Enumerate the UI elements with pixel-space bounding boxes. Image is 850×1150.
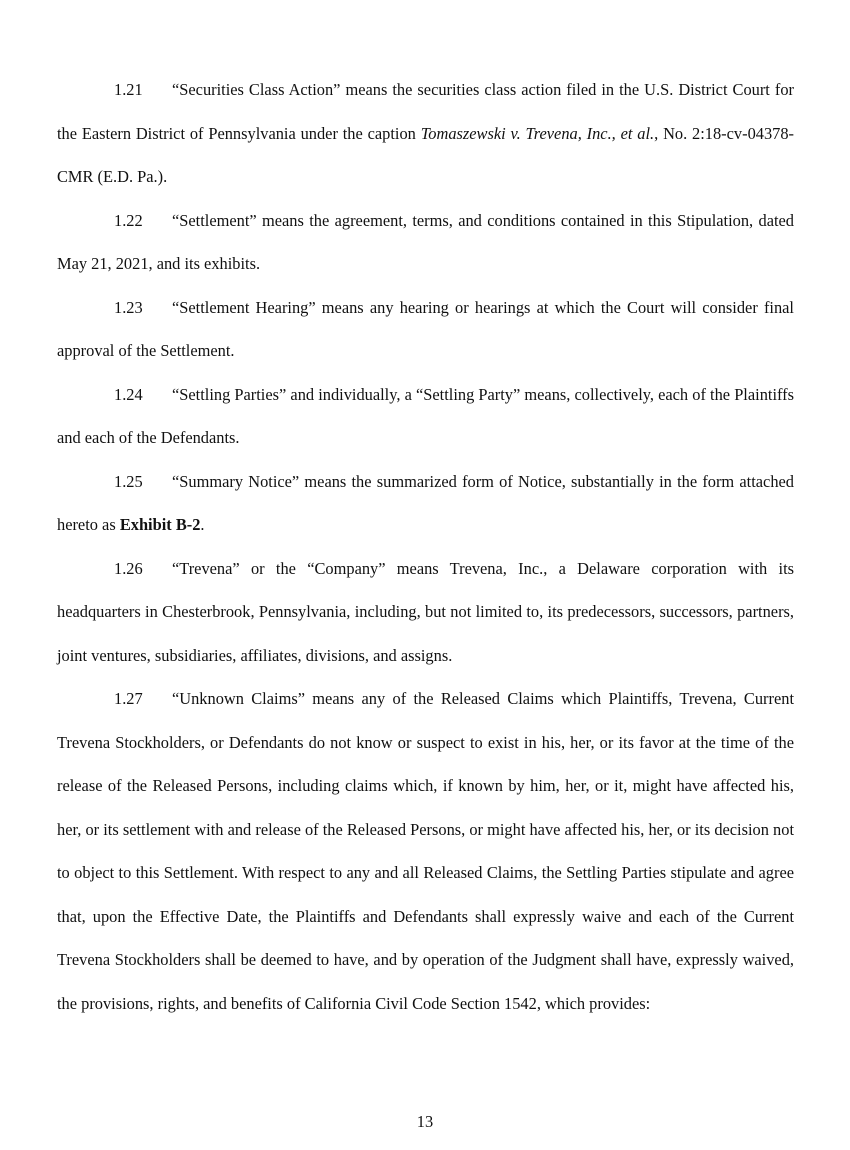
case-caption: Tomaszewski v. Trevena, Inc., et al. <box>420 123 655 143</box>
paragraph-text: “Trevena” or the “Company” means Trevena, Inc., a Delaware corporation with its headquarters in Chesterbrook, Pennsylvania, including, but not limited to, its predecessors, successors, partners, joint ventures, subsidiaries, affiliates, divisions, and assigns. <box>57 558 794 665</box>
paragraph-1-25 <box>57 460 794 547</box>
paragraph-number: 1.25 <box>114 471 143 491</box>
paragraph-number: 1.24 <box>114 384 143 404</box>
paragraph-1-22 <box>57 199 794 286</box>
paragraph-text: “Settling Parties” and individually, a “Settling Party” means, collectively, each of the Plaintiffs and each of the Defendants. <box>57 384 794 447</box>
paragraph-1-21 <box>57 68 794 199</box>
paragraph-1-26 <box>57 547 794 678</box>
paragraph-text: , No. 2:18-cv-04378-CMR (E.D. Pa.). <box>57 123 795 186</box>
paragraph-1-24 <box>57 373 794 460</box>
paragraph-text: . <box>200 515 205 534</box>
paragraph-text: “Settlement Hearing” means any hearing or hearings at which the Court will consider final approval of the Settlement. <box>57 297 794 360</box>
exhibit-reference: Exhibit B-2 <box>119 515 201 534</box>
paragraph-text: “Settlement” means the agreement, terms, and conditions contained in this Stipulation, dated May 21, 2021, and its exhibits. <box>57 210 794 273</box>
paragraph-number: 1.23 <box>114 297 143 317</box>
paragraph-number: 1.27 <box>114 689 143 708</box>
paragraph-number: 1.26 <box>114 558 143 578</box>
paragraph-number: 1.21 <box>114 80 143 99</box>
paragraph-text: “Securities Class Action” means the securities class action filed in the U.S. District Court for the Eastern District of Pennsylvania under the caption <box>57 80 794 143</box>
paragraph-1-27 <box>57 677 794 1025</box>
paragraph-text: “Summary Notice” means the summarized form of Notice, substantially in the form attached hereto as <box>57 471 794 534</box>
paragraph-text: “Unknown Claims” means any of the Released Claims which Plaintiffs, Trevena, Current Trevena Stockholders, or Defendants do not know or suspect to exist in his, her, or its favor at the time of the release of the Released Persons, including claims which, if known by him, her, or it, might have affected his, her, or its settlement with and release of the Released Persons, or might have affected his, her, or its decision not to object to this Settlement. With respect to any and all Released Claims, the Settling Parties stipulate and agree that, upon the Effective Date, the Plaintiffs and Defendants shall expressly waive and each of the Current Trevena Stockholders shall be deemed to have, and by operation of the Judgment shall have, expressly waived, the provisions, rights, and benefits of California Civil Code Section 1542, which provides: <box>57 689 794 1013</box>
paragraph-1-23 <box>57 286 794 373</box>
paragraph-number: 1.22 <box>114 210 143 230</box>
page-number: 13 <box>416 1112 434 1131</box>
document-body <box>57 68 794 1025</box>
